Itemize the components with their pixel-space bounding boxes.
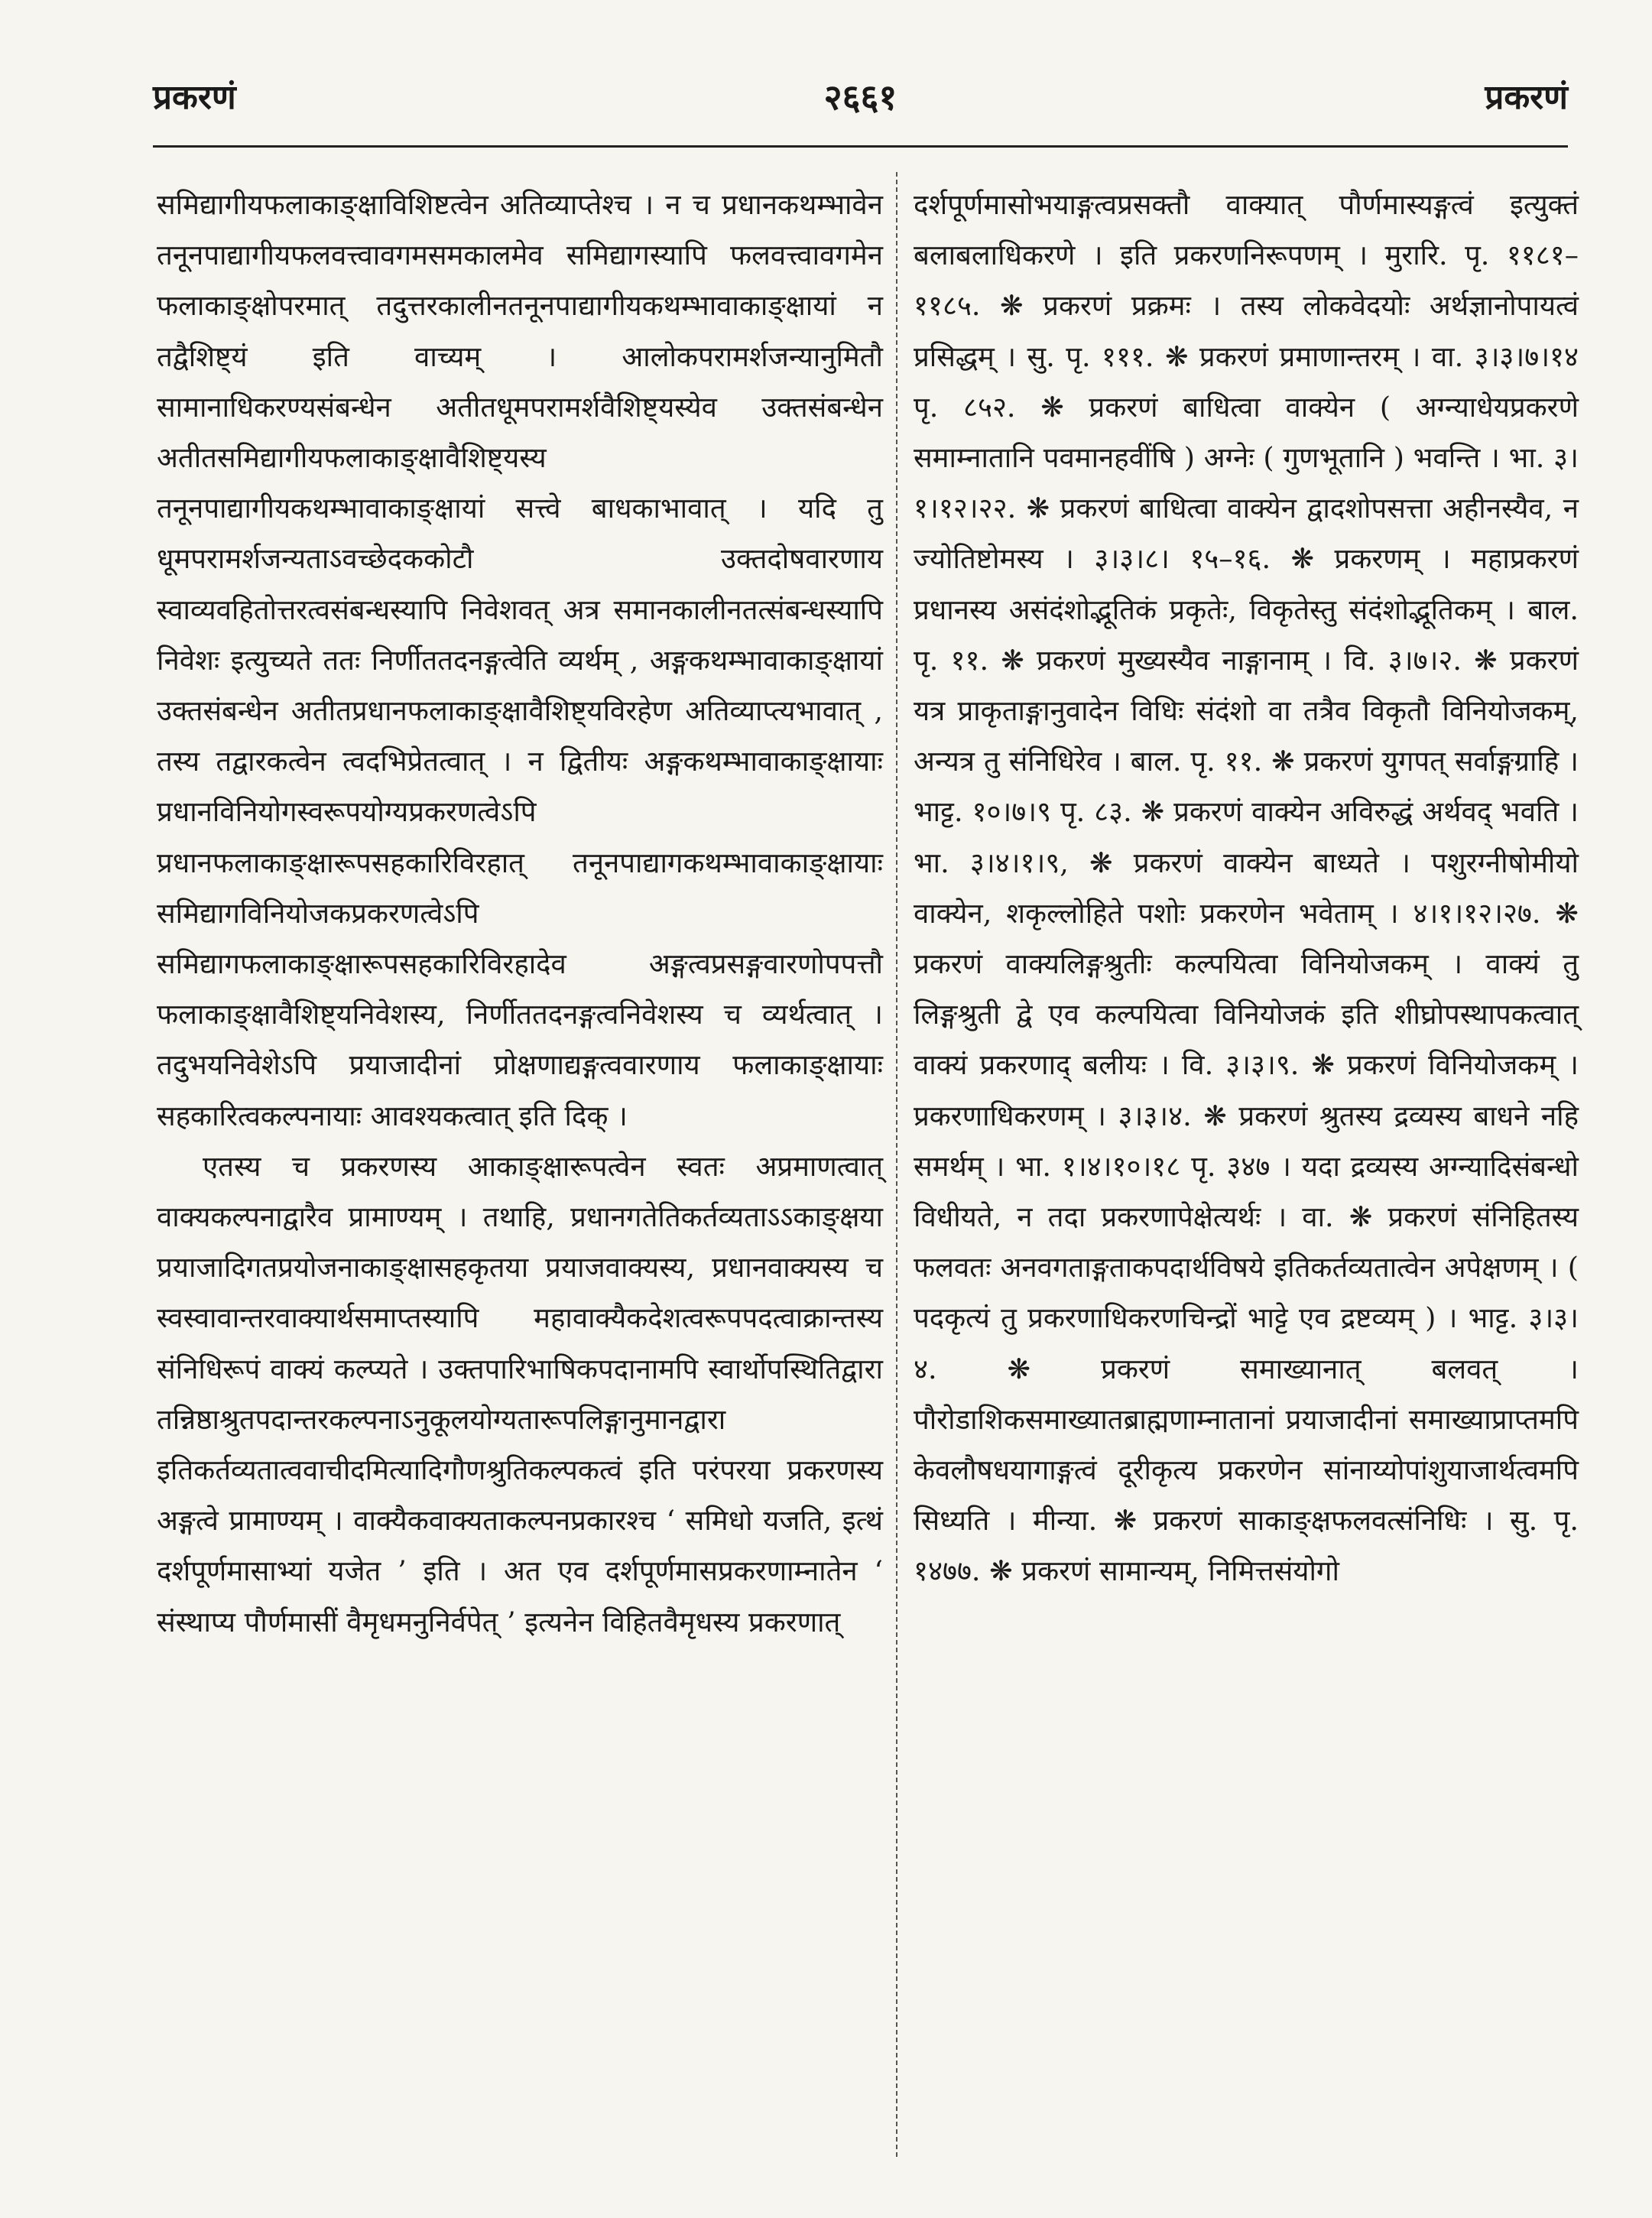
left-paragraph-2: एतस्य च प्रकरणस्य आकाङ्क्षारूपत्वेन स्वतः अप्रमाणत्वात् वाक्यकल्पनाद्वारैव प्रामाण्यम् । तथाहि, प्रधानगतेतिकर्तव्यताऽऽकाङ्क्षया प्रयाजादिगतप्रयोजनाकाङ्क्षासहकृतया प्रयाजवाक्यस्य, प्रधानवाक्यस्य च स्वस्वावान्तरवाक्यार्थसमाप्तस्यापि महावाक्यैकदेशत्वरूपपदत्वाक्रान्तस्य संनिधिरूपं वाक्यं कल्प्यते । उक्तपारिभाषिकपदानामपि स्वार्थोपस्थितिद्वारा तन्निष्ठाश्रुतपदान्तरकल्पनाऽनुकूलयोग्यतारूपलिङ्गानुमानद्वारा इतिकर्तव्यतात्ववाचीदमित्यादिगौणश्रुतिकल्पकत्वं इति परंपरया प्रकरणस्य अङ्गत्वे प्रामाण्यम् । वाक्यैकवाक्यताकल्पनप्रकारश्च ‘ समिधो यजति, इत्थं दर्शपूर्णमासाभ्यां यजेत ’ इति । अत एव दर्शपूर्णमासप्रकरणाम्नातेन ‘ संस्थाप्य पौर्णमासीं वैमृधमनुनिर्वपेत् ’ इत्यनेन विहितवैमृधस्य प्रकरणात् [157, 1149, 883, 1638]
right-paragraph: दर्शपूर्णमासोभयाङ्गत्वप्रसक्तौ वाक्यात् पौर्णमास्यङ्गत्वं इत्युक्तं बलाबलाधिकरणे । इति प्रकरणनिरूपणम् । मुरारि. पृ. ११८१–११८५. ❋ प्रकरणं प्रक्रमः । तस्य लोकवेदयोः अर्थज्ञानोपायत्वं प्रसिद्धम् । सु. पृ. १११. ❋ प्रकरणं प्रमाणान्तरम् । वा. ३।३।७।१४ पृ. ८५२. ❋ प्रकरणं बाधित्वा वाक्येन ( अग्न्याधेयप्रकरणे समाम्नातानि पवमानहवींषि ) अग्नेः ( गुणभूतानि ) भवन्ति । भा. ३।१।१२।२२. ❋ प्रकरणं बाधित्वा वाक्येन द्वादशोपसत्ता अहीनस्यैव, न ज्योतिष्टोमस्य । ३।३।८। १५–१६. ❋ प्रकरणम् । महाप्रकरणं प्रधानस्य असंदंशोद्भूतिकं प्रकृतेः, विकृतेस्तु संदंशोद्भूतिकम् । बाल. पृ. ११. ❋ प्रकरणं मुख्यस्यैव नाङ्गानाम् । वि. ३।७।२. ❋ प्रकरणं यत्र प्राकृताङ्गानुवादेन विधिः संदंशो वा तत्रैव विकृतौ विनियोजकम्, अन्यत्र तु संनिधिरेव । बाल. पृ. ११. ❋ प्रकरणं युगपत् सर्वाङ्गग्राहि । भाट्ट. १०।७।९ पृ. ८३. ❋ प्रकरणं वाक्येन अविरुद्धं अर्थवद् भवति । भा. ३।४।१।९, ❋ प्रकरणं वाक्येन बाध्यते । पशुरग्नीषोमीयो वाक्येन, शकृल्लोहिते पशोः प्रकरणेन भवेताम् । ४।१।१२।२७. ❋ प्रकरणं वाक्यलिङ्गश्रुतीः कल्पयित्वा विनियोजकम् । वाक्यं तु लिङ्गश्रुती द्वे एव कल्पयित्वा विनियोजकं इति शीघ्रोपस्थापकत्वात् वाक्यं प्रकरणाद् बलीयः । वि. ३।३।९. ❋ प्रकरणं विनियोजकम् । प्रकरणाधिकरणम् । ३।३।४. ❋ प्रकरणं श्रुतस्य द्रव्यस्य बाधने नहि समर्थम् । भा. १।४।१०।१८ पृ. ३४७ । यदा द्रव्यस्य अग्न्यादिसंबन्धो विधीयते, न तदा प्रकरणापेक्षेत्यर्थः । वा. ❋ प्रकरणं संनिहितस्य फलवतः अनवगताङ्गताकपदार्थविषये इतिकर्तव्यतात्वेन अपेक्षणम् । ( पदकृत्यं तु प्रकरणाधिकरणचिन्द्रों भाट्टे एव द्रष्टव्यम् ) । भाट्ट. ३।३।४. ❋ प्रकरणं समाख्यानात् बलवत् । पौरोडाशिकसमाख्यातब्राह्मणाम्नातानां प्रयाजादीनां समाख्याप्राप्तमपि केवलौषधयागाङ्गत्वं दूरीकृत्य प्रकरणेन सांनाय्योपांशुयाजार्थत्वमपि सिध्यति । मीन्या. ❋ प्रकरणं साकाङ्क्षफलवत्संनिधिः । सु. पृ. १४७७. ❋ प्रकरणं सामान्यम्, निमित्तसंयोगो [914, 188, 1579, 1588]
page-number: २६६१ [823, 76, 897, 118]
left-paragraph-1: समिद्यागीयफलाकाङ्क्षाविशिष्टत्वेन अतिव्याप्तेश्च । न च प्रधानकथम्भावेन तनूनपाद्यागीयफलवत्त्वावगमसमकालमेव समिद्यागस्यापि फलवत्त्वावगमेन फलाकाङ्क्षोपरमात् तदुत्तरकालीनतनूनपाद्यागीयकथम्भावाकाङ्क्षायां न तद्वैशिष्ट्यं इति वाच्यम् । आलोकपरामर्शजन्यानुमितौ सामानाधिकरण्यसंबन्धेन अतीतधूमपरामर्शवैशिष्ट्यस्येव उक्तसंबन्धेन अतीतसमिद्यागीयफलाकाङ्क्षावैशिष्ट्यस्य तनूनपाद्यागीयकथम्भावाकाङ्क्षायां सत्त्वे बाधकाभावात् । यदि तु धूमपरामर्शजन्यताऽवच्छेदककोटौ उक्तदोषवारणाय स्वाव्यवहितोत्तरत्वसंबन्धस्यापि निवेशवत् अत्र समानकालीनतत्संबन्धस्यापि निवेशः इत्युच्यते ततः निर्णीततदनङ्गत्वेति व्यर्थम् , अङ्गकथम्भावाकाङ्क्षायां उक्तसंबन्धेन अतीतप्रधानफलाकाङ्क्षावैशिष्ट्यविरहेण अतिव्याप्त्यभावात् , तस्य तद्वारकत्वेन त्वदभिप्रेतत्वात् । न द्वितीयः अङ्गकथम्भावाकाङ्क्षायाः प्रधानविनियोगस्वरूपयोग्यप्रकरणत्वेऽपि प्रधानफलाकाङ्क्षारूपसहकारिविरहात् तनूनपाद्यागकथम्भावाकाङ्क्षायाः समिद्यागविनियोजकप्रकरणत्वेऽपि समिद्यागफलाकाङ्क्षारूपसहकारिविरहादेव अङ्गत्वप्रसङ्गवारणोपपत्तौ फलाकाङ्क्षावैशिष्ट्यनिवेशस्य, निर्णीततदनङ्गत्वनिवेशस्य च व्यर्थत्वात् । तदुभयनिवेशेऽपि प्रयाजादीनां प्रोक्षणाद्यङ्गत्ववारणाय फलाकाङ्क्षायाः सहकारित्वकल्पनायाः आवश्यकत्वात् इति दिक् । [157, 188, 883, 1132]
running-head-right: प्रकरणं [1485, 78, 1568, 117]
left-column [157, 180, 883, 2149]
page-header [153, 73, 1568, 141]
right-column [914, 180, 1579, 2149]
running-head-left: प्रकरणं [153, 78, 236, 117]
column-divider [896, 172, 897, 2157]
header-rule [153, 145, 1568, 148]
